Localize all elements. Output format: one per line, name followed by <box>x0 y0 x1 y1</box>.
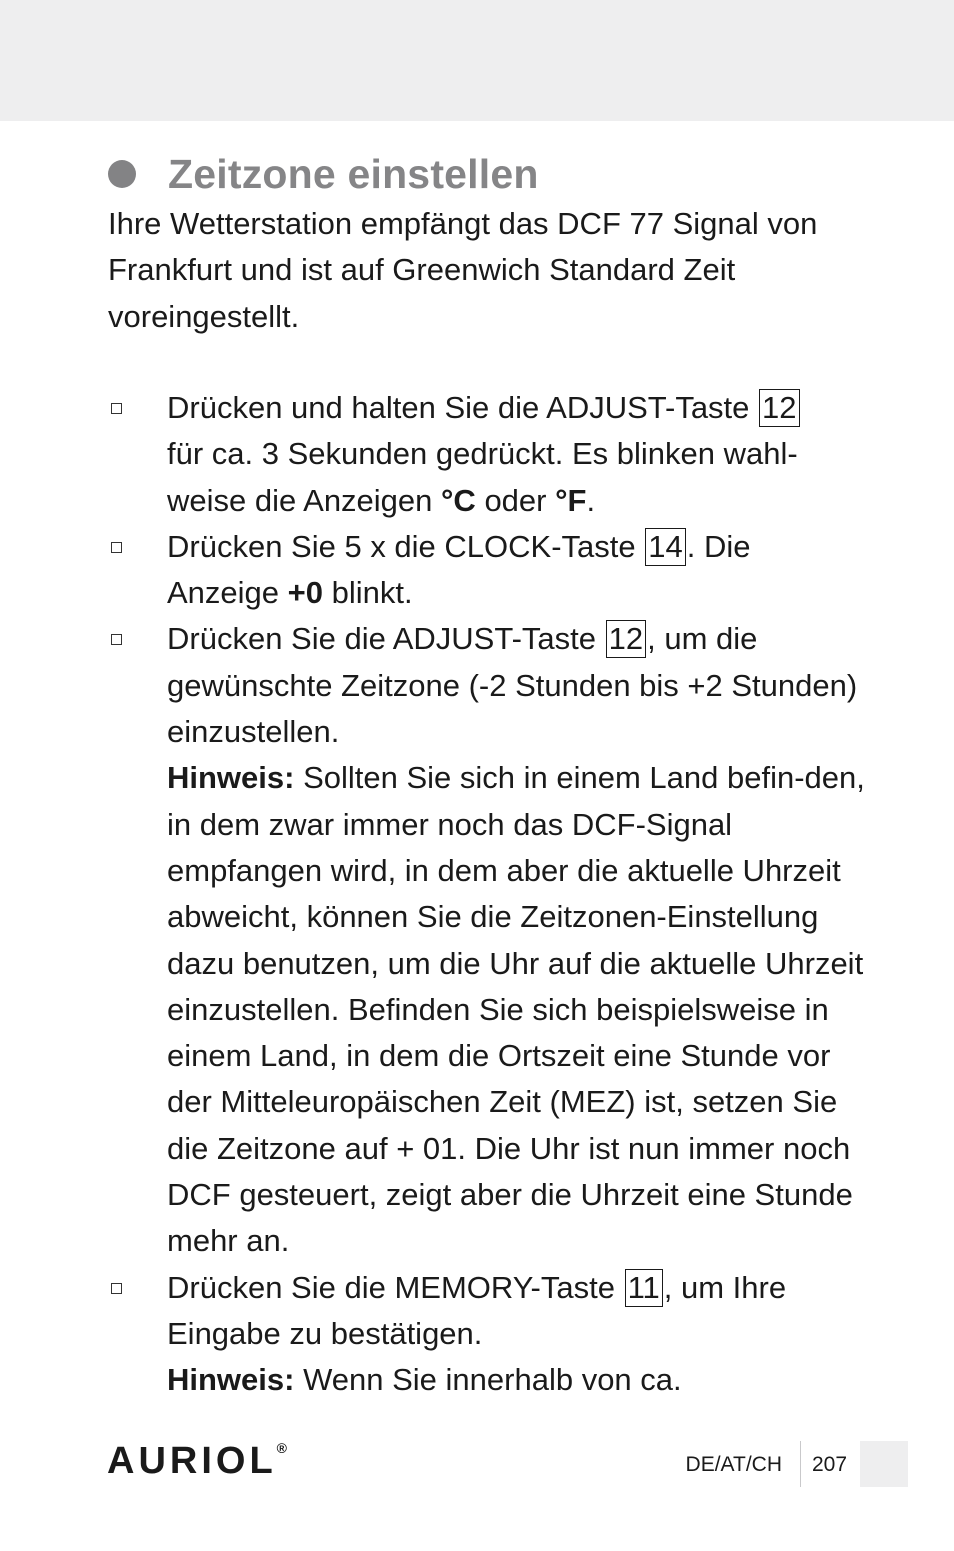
page-tab-marker <box>860 1441 908 1487</box>
reference-number: 14 <box>645 528 685 566</box>
checkbox-square-icon <box>111 403 122 414</box>
display-celsius: °C <box>441 482 476 518</box>
page-number: 207 <box>812 1453 848 1476</box>
section-heading: Zeitzone einstellen <box>168 150 539 197</box>
step-text: . <box>586 482 596 518</box>
reference-number: 12 <box>759 389 799 427</box>
instruction-list <box>108 385 868 1404</box>
note-text: Sollten Sie sich in einem Land befin-den, in dem zwar immer noch das DCF-Signal empfangen wird, in dem aber die aktuelle Uhrzeit abweicht, können Sie die Zeitzonen-Einstellung dazu benutzen, um die Uhr auf die aktuelle Uhrzeit einzustellen. Befinden Sie sich beispielsweise in einem Land, in dem die Ortszeit eine Stunde vor der Mitteleuropäischen Zeit (MEZ) ist, setzen Sie die Zeitzone auf + 01. Die Uhr ist nun immer noch DCF gesteuert, zeigt aber die Uhrzeit eine Stunde mehr an. <box>167 760 865 1259</box>
step-text: , um Ihre Eingabe zu bestätigen. <box>167 1269 787 1351</box>
brand-name: AURIOL <box>107 1440 277 1482</box>
step-text: Drücken Sie die ADJUST-Taste <box>167 621 605 657</box>
checkbox-square-icon <box>111 542 122 553</box>
header-band <box>0 0 954 121</box>
step-text: Drücken Sie 5 x die CLOCK-Taste <box>167 528 645 564</box>
bullet-dot-icon <box>108 160 136 188</box>
footer-divider <box>800 1441 801 1487</box>
reference-number: 11 <box>625 1269 663 1307</box>
checkbox-square-icon <box>111 634 122 645</box>
language-codes: DE/AT/CH <box>685 1453 782 1476</box>
step-text: Drücken Sie die MEMORY-Taste <box>167 1269 624 1305</box>
reference-number: 12 <box>606 620 646 658</box>
list-item <box>108 616 868 1264</box>
note-label: Hinweis: <box>167 760 295 796</box>
registered-mark: ® <box>276 1440 287 1456</box>
list-item <box>108 1265 868 1404</box>
step-text: oder <box>475 482 556 518</box>
list-item <box>108 524 868 617</box>
note-label: Hinweis: <box>167 1362 295 1398</box>
display-value: +0 <box>287 575 323 611</box>
section-heading-row <box>108 146 539 202</box>
intro-paragraph: Ihre Wetterstation empfängt das DCF 77 Signal von Frankfurt und ist auf Greenwich Standard Zeit voreingestellt. <box>108 206 818 334</box>
list-item <box>108 385 868 524</box>
step-text: . Die Anzeige <box>167 528 751 611</box>
step-text: blinkt. <box>323 575 413 611</box>
step-text: Drücken und halten Sie die ADJUST-Taste <box>167 390 759 425</box>
note-text: Wenn Sie innerhalb von ca. <box>294 1362 682 1398</box>
checkbox-square-icon <box>111 1283 122 1294</box>
step-text: für ca. 3 Sekunden gedrückt. Es blinken wahl-weise die Anzeigen <box>167 436 798 518</box>
display-fahrenheit: °F <box>555 482 587 518</box>
step-text: , um die gewünschte Zeitzone (-2 Stunden bis +2 Stunden) einzustellen. <box>167 621 858 750</box>
brand-logo <box>107 1440 287 1483</box>
